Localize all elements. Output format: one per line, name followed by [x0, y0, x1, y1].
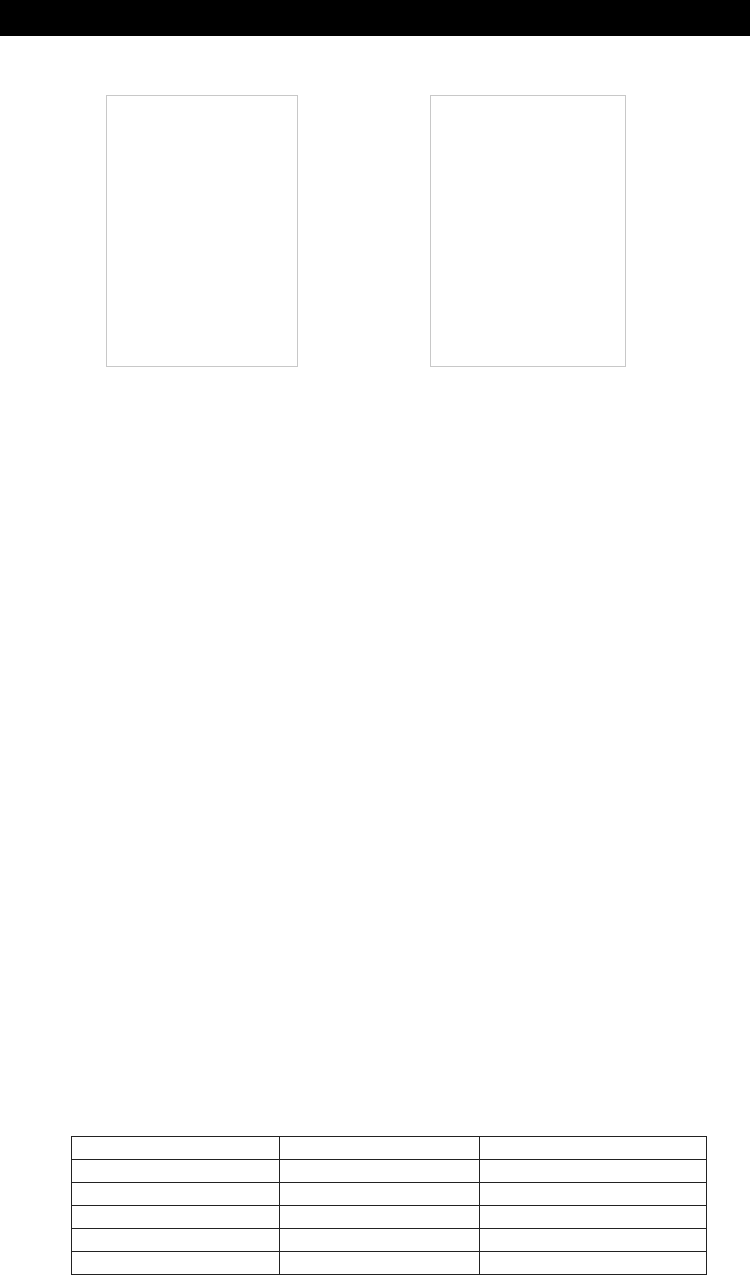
table-cell: [280, 1160, 480, 1183]
table-cell: [480, 1229, 707, 1252]
table-row: [72, 1252, 707, 1275]
table-cell: [280, 1252, 480, 1275]
table-header-row: [72, 1137, 707, 1160]
table-row: [72, 1183, 707, 1206]
table-cell: [480, 1160, 707, 1183]
table-cell: [480, 1206, 707, 1229]
table-cell: [280, 1229, 480, 1252]
table-row: [72, 1229, 707, 1252]
table-cell: [72, 1206, 280, 1229]
comparison-diagram: [0, 60, 750, 440]
banner: [0, 0, 750, 36]
cross-section-diagram: [0, 630, 750, 920]
table-header-cell: [280, 1137, 480, 1160]
table-cell: [72, 1183, 280, 1206]
table-header-cell: [480, 1137, 707, 1160]
table-cell: [72, 1160, 280, 1183]
refractive-index-table: [71, 1136, 707, 1275]
table-header-cell: [72, 1137, 280, 1160]
table-cell: [72, 1229, 280, 1252]
table-row: [72, 1160, 707, 1183]
table-cell: [72, 1252, 280, 1275]
table-cell: [480, 1183, 707, 1206]
table-cell: [480, 1252, 707, 1275]
table-cell: [280, 1206, 480, 1229]
table-row: [72, 1206, 707, 1229]
table-cell: [280, 1183, 480, 1206]
